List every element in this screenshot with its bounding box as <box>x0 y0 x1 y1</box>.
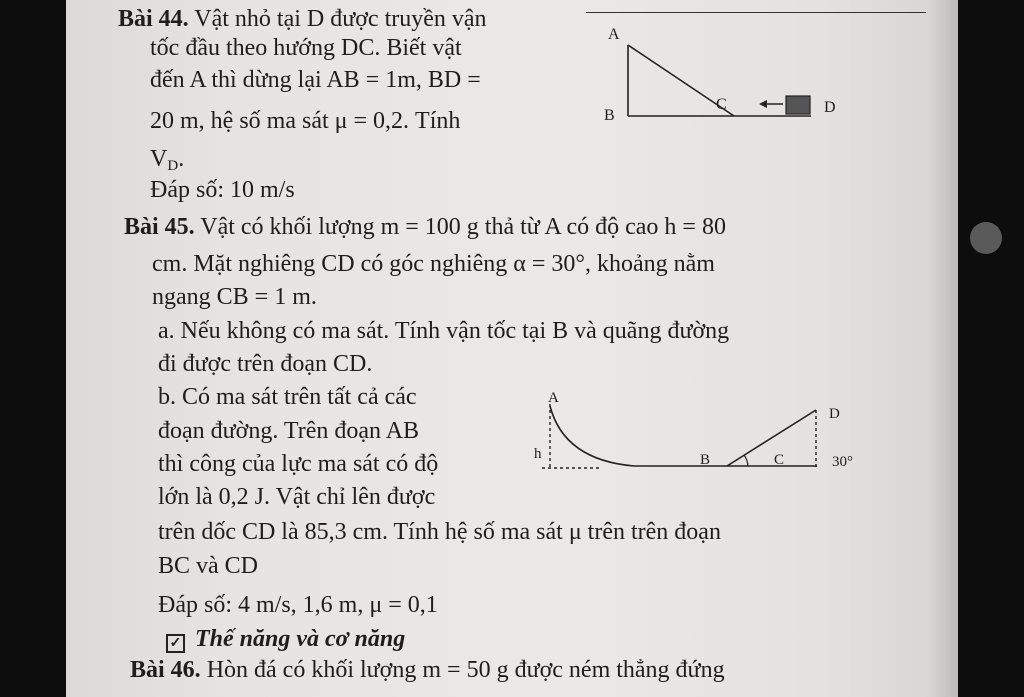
b45-line-3: ngang CB = 1 m. <box>152 284 317 310</box>
b45-label-b: B <box>700 452 711 468</box>
b45-answer: Đáp số: 4 m/s, 1,6 m, μ = 0,1 <box>158 592 438 618</box>
b45-label-d: D <box>829 406 840 422</box>
b46-number: Bài 46. <box>130 657 201 683</box>
b45-part-a-line-2: đi được trên đoạn CD. <box>158 351 373 377</box>
b44-label-b: B <box>604 107 615 124</box>
scroll-indicator[interactable] <box>970 222 1002 254</box>
b44-line-2: tốc đầu theo hướng DC. Biết vật <box>150 35 462 61</box>
b45-figure <box>524 388 853 478</box>
b45-part-b-line-1: b. Có ma sát trên tất cả các <box>158 384 417 410</box>
b44-label-d: D <box>824 99 836 116</box>
b45-part-b-line-4: lớn là 0,2 J. Vật chỉ lên được <box>158 484 436 510</box>
textbook-page <box>66 0 958 697</box>
b45-label-a: A <box>548 390 559 406</box>
b44-line-1: Bài 44. Vật nhỏ tại D được truyền vận <box>118 6 487 32</box>
section-title: Thế năng và cơ năng <box>195 626 406 652</box>
b45-label-h: h <box>534 446 542 462</box>
b44-label-c: C <box>716 96 727 113</box>
b45-part-b-line-2: đoạn đường. Trên đoạn AB <box>158 418 420 444</box>
b44-figure <box>596 25 856 130</box>
b45-label-c: C <box>774 452 785 468</box>
page-edge-shadow <box>928 0 958 697</box>
b45-angle-arc <box>744 455 748 466</box>
b45-number: Bài 45. <box>124 214 195 240</box>
b44-answer: Đáp số: 10 m/s <box>150 177 295 203</box>
b44-block <box>786 96 810 114</box>
b44-line-3: đến A thì dừng lại AB = 1m, BD = <box>150 67 481 93</box>
top-rule <box>586 12 926 13</box>
b44-label-a: A <box>608 26 620 43</box>
b45-incline-cd <box>727 410 816 466</box>
b46-line-1: Bài 46. Hòn đá có khối lượng m = 50 g được ném thẳng đứng <box>130 657 725 683</box>
section-heading <box>166 624 405 654</box>
b45-part-a-line-1: a. Nếu không có ma sát. Tính vận tốc tại B và quãng đường <box>158 318 730 344</box>
b45-part-b-line-3: thì công của lực ma sát có độ <box>158 451 439 477</box>
b45-line-2: cm. Mặt nghiêng CD có góc nghiêng α = 30°, khoảng nằm <box>152 251 715 277</box>
b44-line-4: 20 m, hệ số ma sát μ = 0,2. Tính <box>150 108 461 134</box>
b44-line-5: $V_D$. <box>150 146 185 174</box>
b45-part-b-line-5: trên dốc CD là 85,3 cm. Tính hệ số ma sát μ trên trên đoạn <box>158 519 721 545</box>
b45-part-b-line-6: BC và CD <box>158 553 259 579</box>
b45-line-1: Bài 45. Vật có khối lượng m = 100 g thả từ A có độ cao h = 80 <box>124 214 726 240</box>
b44-number: Bài 44. <box>118 6 189 32</box>
b44-arrow-head <box>759 100 767 108</box>
b45-label-angle: 30° <box>832 454 853 470</box>
b45-curve-ab <box>550 406 634 466</box>
checkbox-icon: ✓ <box>166 634 185 653</box>
